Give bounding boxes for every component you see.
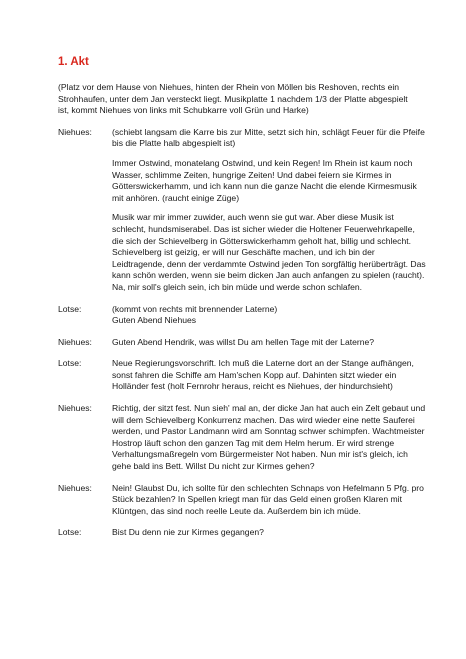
speech-paragraph: Neue Regierungsvorschrift. Ich muß die Laterne dort an der Stange aufhängen, sonst fahren die Schiffe am Ham'schen Kopp auf. Dahinten sitzt wieder ein Holländer fest (holt Fernrohr heraus, reicht es Niehues, der hindurchsieht) [112,358,414,392]
speech-paragraph: Guten Abend Hendrik, was willst Du am hellen Tage mit der Laterne? [112,336,375,347]
act-title: 1. Akt [58,56,89,68]
speaker-name: Lotse: [58,527,82,538]
speech-text [112,304,426,327]
speech-paragraph: Richtig, der sitzt fest. Nun sieh' mal an, der dicke Jan hat auch ein Zelt gebaut und will dem Schievelberg Konkurrenz machen. Das wird wieder eine nette Sauferei werden, und Pastor Landmann wird am Sonntag schwer schimpfen. Wachtmeister Hostrop läuft schon den ganzen Tag mit dem Helm herum. Er wird strenge Verhaltungsmaßregeln vom Bürgermeister Not haben. Nun mir ist's gleich, ich gehe bald ins Bett. Willst Du nicht zur Kirmes gehen? [112,403,426,472]
dialogue-entry [58,127,426,294]
speech-text [112,127,426,294]
speech-paragraph: Immer Ostwind, monatelang Ostwind, und kein Regen! Im Rhein ist kaum noch Wasser, schlimme Zeiten, hungrige Zeiten! Und dabei feiern sie Kirmes in Götterswickerhamm, und ich kann nun die ganze Nacht die elende Kirmesmusik mit anhören. (raucht einige Züge) [112,157,417,203]
dialogue [58,127,426,539]
speech-text [112,337,426,349]
dialogue-entry [58,403,426,473]
speech-text [112,403,426,473]
speech-paragraph: Nein! Glaubst Du, ich sollte für den schlechten Schnaps von Hefelmann 5 Pfg. pro Stück bezahlen? In Spellen kriegt man für das Geld einen großen Klaren mit Klüntgen, das sind noch reelle Leute da. Außerdem bin ich müde. [112,482,424,516]
speech-paragraph: (schiebt langsam die Karre bis zur Mitte, setzt sich hin, schlägt Feuer für die Pfeife bis die Platte halb abgespielt ist) [112,126,425,149]
dialogue-entry [58,358,426,393]
speaker-name: Niehues: [58,403,92,414]
dialogue-entry [58,527,426,539]
speech-text [112,527,426,539]
speech-paragraph: Bist Du denn nie zur Kirmes gegangen? [112,527,264,538]
speaker-name: Lotse: [58,303,82,314]
speaker-name: Niehues: [58,336,92,347]
speech-paragraph: Musik war mir immer zuwider, auch wenn sie gut war. Aber diese Musik ist schlecht, hundsmiserabel. Das ist sicher wieder die Holtener Feuerwehrkapelle, die sich der Schievelberg in Götterswickerhamm geholt hat, billig und schlecht. Schievelberg ist geizig, er will nur Geschäfte machen, und ich bin der Leidtragende, denn der verdammte Ostwind jeden Ton sorgfältig herüberträgt. Das kann schön werden, wenn sie beim dicken Jan auch anfangen zu spielen (raucht). Na, mir soll's gleich sein, ich bin müde und werde schon schlafen. [112,212,426,292]
dialogue-entry [58,304,426,327]
speech-text [112,483,426,518]
speaker-name: Lotse: [58,358,82,369]
speaker-name: Niehues: [58,126,92,137]
speech-text [112,358,426,393]
speech-paragraph: (kommt von rechts mit brennender Laterne) Guten Abend Niehues [112,303,278,326]
dialogue-entry [58,483,426,518]
speaker-name: Niehues: [58,482,92,493]
stage-direction: (Platz vor dem Hause von Niehues, hinten der Rhein von Möllen bis Reshoven, rechts ein Strohhaufen, unter dem Jan versteckt liegt. Musikplatte 1 nachdem 1/3 der Platte abgespielt ist, kommt Niehues von links mit Schubkarre voll Grün und Harke) [58,82,408,116]
dialogue-entry [58,337,426,349]
